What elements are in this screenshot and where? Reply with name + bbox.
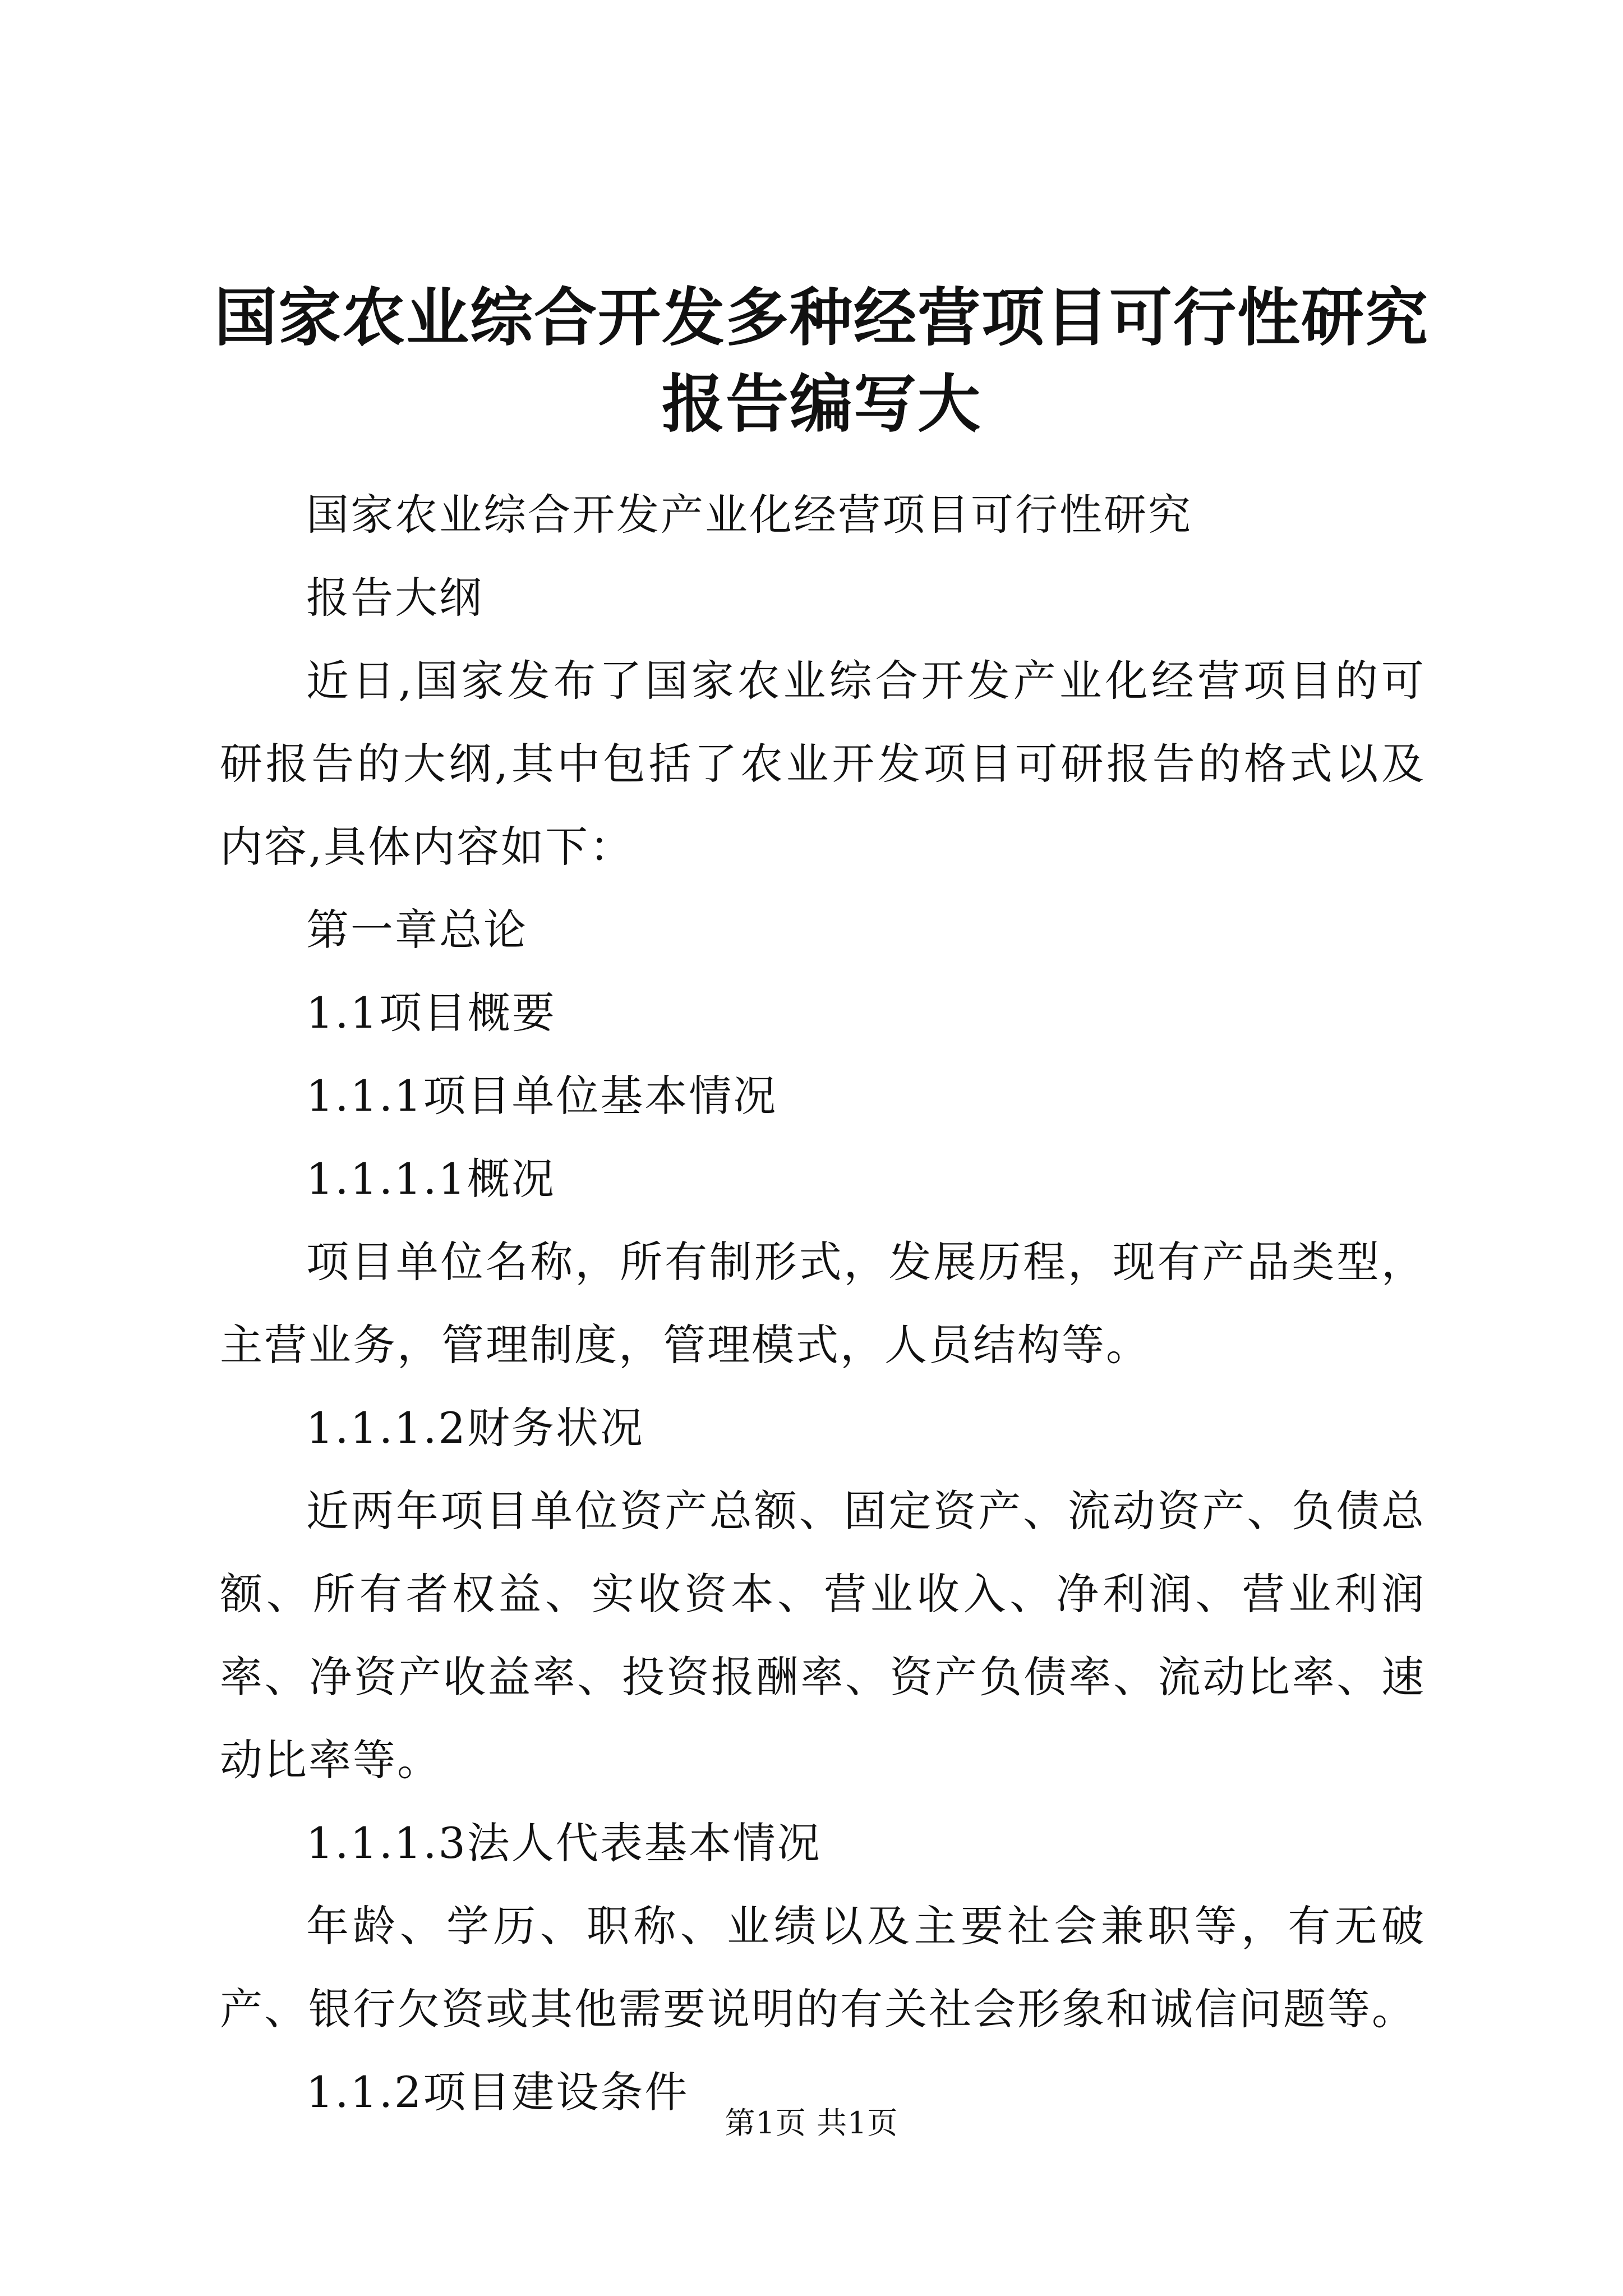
section-heading-1-1-2: 1.1.2项目建设条件 (306, 2067, 689, 2117)
section-heading-1-1-1-1: 1.1.1.1概况 (306, 1154, 556, 1204)
paragraph-1: 国家农业综合开发产业化经营项目可行性研究 (306, 490, 1192, 540)
section-heading-1-1: 1.1项目概要 (306, 988, 556, 1038)
section-heading-1-1-1-3: 1.1.1.3法人代表基本情况 (306, 1818, 822, 1868)
paragraph-financial-status: 近两年项目单位资产总额、固定资产、流动资产、负债总额、所有者权益、实收资本、营业收入、净利润、营业利润率、净资产收益率、投资报酬率、资产负债率、流动比率、速动比率等。 (220, 1486, 1426, 1785)
paragraph-2: 报告大纲 (306, 573, 483, 623)
paragraph-legal-representative: 年龄、学历、职称、业绩以及主要社会兼职等，有无破产、银行欠资或其他需要说明的有关社会形象和诚信问题等。 (220, 1901, 1426, 2034)
paragraph-overview: 项目单位名称，所有制形式，发展历程，现有产品类型，主营业务，管理制度，管理模式，人员结构等。 (220, 1237, 1426, 1370)
section-heading-1-1-1-2: 1.1.1.2财务状况 (306, 1403, 644, 1453)
page-footer: 第1页 共1页 (725, 2105, 898, 2141)
section-heading-1-1-1: 1.1.1项目单位基本情况 (306, 1071, 778, 1121)
chapter-heading: 第一章总论 (306, 905, 528, 955)
document-title: 国家农业综合开发多种经营项目可行性研究报告编写大 (214, 281, 1429, 441)
document-body (220, 473, 1426, 2134)
paragraph-3: 近日,国家发布了国家农业综合开发产业化经营项目的可研报告的大纲,其中包括了农业开发项目可研报告的格式以及内容,具体内容如下： (220, 656, 1426, 872)
